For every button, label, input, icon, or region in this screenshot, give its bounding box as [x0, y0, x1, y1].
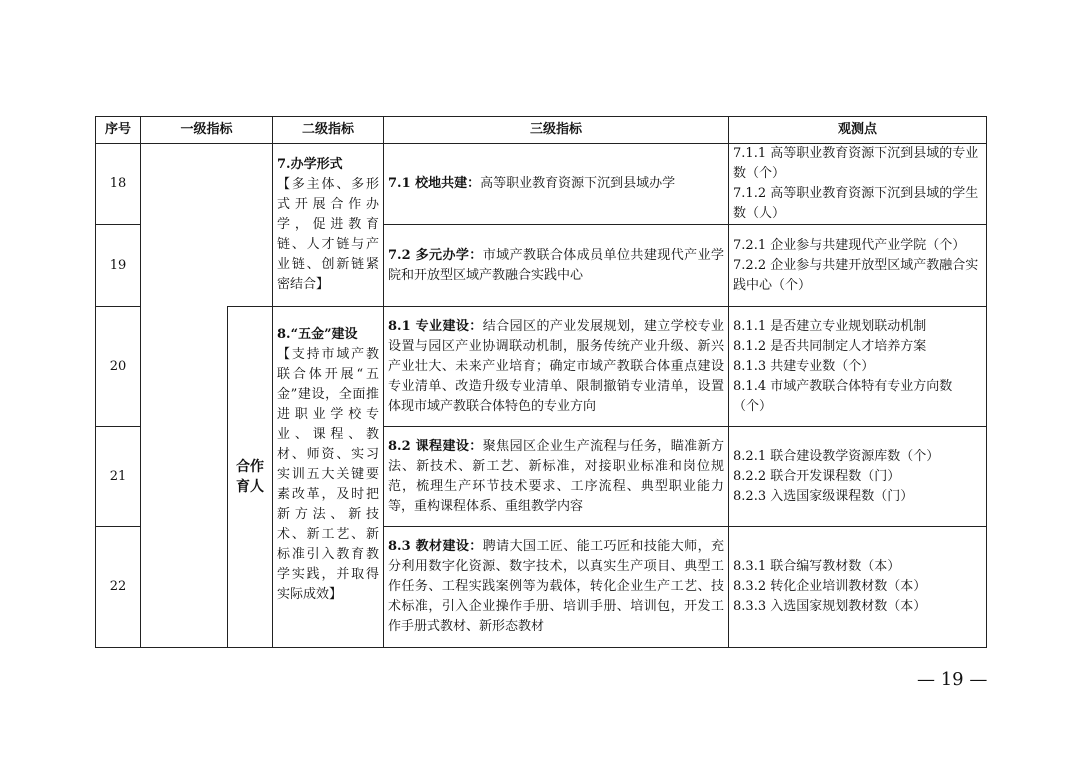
row-index: 20: [96, 307, 141, 427]
observation-item: 8.2.2 联合开发课程数（门）: [733, 468, 901, 484]
level2-desc: 【多主体、多形式开展合作办学，促进教育链、人才链与产业链、创新链紧密结合】: [277, 177, 380, 292]
level2-cell-7: [273, 144, 384, 307]
level3-cell: [384, 225, 729, 307]
table-row: [96, 144, 987, 225]
observation-item: 7.1.1 高等职业教育资源下沉到县域的专业数（个）: [733, 146, 979, 181]
observation-cell: [729, 527, 987, 648]
observation-item: 8.1.3 共建专业数（个）: [733, 358, 875, 374]
level2-title: 8.“五金”建设: [277, 327, 358, 342]
observation-item: 7.2.1 企业参与共建现代产业学院（个）: [733, 237, 966, 253]
observation-item: 8.3.1 联合编写教材数（本）: [733, 559, 901, 574]
level3-text: 市域产教联合体成员单位共建现代产业学院和开放型区域产教融合实践中心: [388, 247, 724, 283]
observation-item: 8.3.3 入选国家规划教材数（本）: [733, 599, 927, 614]
observation-cell: [729, 144, 987, 225]
row-index: 19: [96, 225, 141, 307]
level1-upper-cell: [228, 144, 273, 307]
header-level1: 一级指标: [141, 117, 273, 144]
level3-cell: [384, 427, 729, 527]
observation-item: 8.2.3 入选国家级课程数（门）: [733, 488, 914, 504]
observation-item: 8.1.4 市域产教联合体特有专业方向数（个）: [733, 378, 953, 414]
observation-cell: [729, 427, 987, 527]
level3-cell: [384, 527, 729, 648]
level1-value: [228, 307, 273, 648]
observation-item: 8.1.2 是否共同制定人才培养方案: [733, 338, 927, 354]
header-level3: 三级指标: [384, 117, 729, 144]
level3-cell: [384, 307, 729, 427]
page-number: — 19 —: [917, 669, 988, 690]
observation-cell: [729, 307, 987, 427]
observation-item: 7.2.2 企业参与共建开放型区域产教融合实践中心（个）: [733, 257, 979, 293]
row-index: 21: [96, 427, 141, 527]
header-index: 序号: [96, 117, 141, 144]
level3-text: 聘请大国工匠、能工巧匠和技能大师，充分利用数字化资源、数字技术，以真实生产项目、典型工作任务、工程实践案例等为载体，转化企业生产工艺、技术标准，引入企业操作手册、培训手册、培训包，开发工作手册式教材、新形态教材: [388, 539, 725, 634]
level3-text: 结合园区的产业发展规划，建立学校专业设置与园区产业协调联动机制，服务传统产业升级、新兴产业壮大、未来产业培育；确定市域产教联合体重点建设专业清单、改造升级专业清单、限制撤销专业清单，设置体现市域产教联合体特色的专业方向: [388, 318, 725, 414]
level3-label: 7.1 校地共建：: [388, 176, 481, 191]
table-header-row: [96, 117, 987, 144]
header-observation: 观测点: [729, 117, 987, 144]
observation-item: 8.1.1 是否建立专业规划联动机制: [733, 318, 927, 334]
level3-text: 聚焦园区企业生产流程与任务，瞄准新方法、新技术、新工艺、新标准，对接职业标准和岗位规范，梳理生产环节技术要求、工序流程、典型职业能力等，重构课程体系、重组教学内容: [388, 438, 725, 514]
level2-cell-8: [273, 307, 384, 648]
table-row: [96, 307, 987, 427]
level3-label: 7.2 多元办学：: [388, 247, 483, 263]
row-index: 18: [96, 144, 141, 225]
indicator-table: [95, 116, 987, 648]
observation-item: 7.1.2 高等职业教育资源下沉到县域的学生数（人）: [733, 186, 979, 221]
observation-cell: [729, 225, 987, 307]
level2-desc: 【支持市域产教联合体开展“五金”建设，全面推进职业学校专业、课程、教材、师资、实习实训五大关键要素改革，及时把新方法、新技术、新工艺、新标准引入教育教学实践，并取得实际成效】: [277, 347, 380, 602]
level1-blank-cell: [141, 144, 228, 648]
level3-label: 8.1 专业建设：: [388, 318, 483, 334]
header-level2: 二级指标: [273, 117, 384, 144]
observation-item: 8.2.1 联合建设教学资源库数（个）: [733, 448, 940, 464]
level3-text: 高等职业教育资源下沉到县域办学: [480, 176, 676, 191]
row-index: 22: [96, 527, 141, 648]
level3-cell: [384, 144, 729, 225]
level3-label: 8.2 课程建设：: [388, 438, 483, 454]
observation-item: 8.3.2 转化企业培训教材数（本）: [733, 579, 927, 594]
level3-label: 8.3 教材建设：: [388, 539, 483, 554]
level1-text: 合作 育人: [236, 459, 264, 495]
level2-title: 7.办学形式: [277, 157, 343, 172]
